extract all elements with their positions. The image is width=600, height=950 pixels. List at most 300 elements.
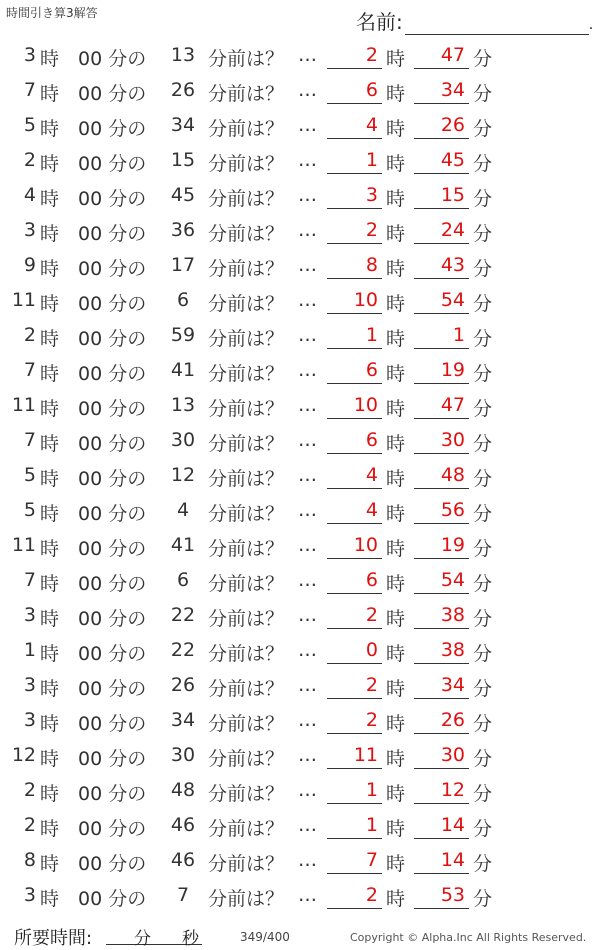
answer-hour-unit: 時	[386, 48, 406, 70]
answer-minute-box[interactable]	[414, 252, 469, 279]
zero-minute-label: 00 分の	[78, 83, 147, 105]
answer-hour: 6	[365, 429, 378, 451]
question-label: 分前は？	[208, 573, 285, 595]
zero-minute-label: 00 分の	[78, 713, 147, 735]
answer-hour-box[interactable]	[327, 812, 382, 839]
question-label: 分前は？	[208, 328, 285, 350]
hour-label: 時	[40, 608, 60, 630]
start-hour: 3	[23, 709, 36, 731]
answer-minute-box[interactable]	[414, 637, 469, 664]
answer-minute: 48	[440, 464, 465, 486]
answer-minute-box[interactable]	[414, 77, 469, 104]
answer-minute-unit: 分	[473, 83, 493, 105]
problem-row	[0, 808, 600, 843]
problem-row	[0, 318, 600, 353]
answer-hour: 10	[353, 289, 378, 311]
hour-label: 時	[40, 748, 60, 770]
answer-minute-box[interactable]	[414, 392, 469, 419]
start-hour: 3	[23, 219, 36, 241]
hour-label: 時	[40, 573, 60, 595]
answer-hour-box[interactable]	[327, 322, 382, 349]
hour-label: 時	[40, 818, 60, 840]
answer-minute-box[interactable]	[414, 847, 469, 874]
minutes-before: 13	[170, 394, 196, 416]
zero-minute-label: 00 分の	[78, 678, 147, 700]
problem-row	[0, 353, 600, 388]
minutes-before: 22	[170, 639, 196, 661]
zero-minute-label: 00 分の	[78, 643, 147, 665]
question-label: 分前は？	[208, 783, 285, 805]
name-label: 名前:	[356, 10, 403, 34]
answer-hour-box[interactable]	[327, 392, 382, 419]
answer-minute-unit: 分	[473, 678, 493, 700]
answer-hour-box[interactable]	[327, 287, 382, 314]
question-label: 分前は？	[208, 83, 285, 105]
answer-minute-unit: 分	[473, 363, 493, 385]
start-hour: 3	[23, 884, 36, 906]
minutes-before: 6	[176, 569, 190, 591]
question-label: 分前は？	[208, 678, 285, 700]
minutes-before: 17	[170, 254, 196, 276]
minutes-before: 46	[170, 849, 196, 871]
ellipsis: …	[298, 394, 317, 416]
start-hour: 3	[23, 44, 36, 66]
answer-minute: 43	[440, 254, 465, 276]
answer-hour: 1	[365, 149, 378, 171]
start-hour: 2	[23, 779, 36, 801]
answer-minute-unit: 分	[473, 503, 493, 525]
answer-hour-box[interactable]	[327, 532, 382, 559]
zero-minute-label: 00 分の	[78, 748, 147, 770]
start-hour: 3	[23, 674, 36, 696]
question-label: 分前は？	[208, 748, 285, 770]
answer-hour-box[interactable]	[327, 602, 382, 629]
answer-hour: 1	[365, 779, 378, 801]
answer-hour-unit: 時	[386, 328, 406, 350]
answer-minute: 14	[440, 849, 465, 871]
answer-minute-unit: 分	[473, 328, 493, 350]
answer-hour: 10	[353, 394, 378, 416]
start-hour: 5	[23, 499, 36, 521]
start-hour: 2	[23, 324, 36, 346]
problem-row	[0, 178, 600, 213]
answer-minute: 30	[440, 744, 465, 766]
minutes-before: 46	[170, 814, 196, 836]
answer-hour: 4	[365, 464, 378, 486]
answer-minute-box[interactable]	[414, 707, 469, 734]
answer-hour-unit: 時	[386, 608, 406, 630]
start-hour: 7	[23, 359, 36, 381]
time-second-unit: 秒	[182, 929, 199, 949]
hour-label: 時	[40, 398, 60, 420]
question-label: 分前は？	[208, 223, 285, 245]
zero-minute-label: 00 分の	[78, 783, 147, 805]
answer-hour-box[interactable]	[327, 112, 382, 139]
worksheet-title: 時間引き算3解答	[6, 6, 98, 20]
answer-minute-box[interactable]	[414, 42, 469, 69]
answer-hour: 2	[365, 709, 378, 731]
answer-minute-box[interactable]	[414, 777, 469, 804]
answer-minute-unit: 分	[473, 748, 493, 770]
hour-label: 時	[40, 888, 60, 910]
start-hour: 7	[23, 79, 36, 101]
answer-minute-box[interactable]	[414, 567, 469, 594]
ellipsis: …	[298, 884, 317, 906]
answer-hour-box[interactable]	[327, 147, 382, 174]
hour-label: 時	[40, 83, 60, 105]
answer-hour-unit: 時	[386, 643, 406, 665]
minutes-before: 34	[170, 114, 196, 136]
answer-hour: 2	[365, 884, 378, 906]
answer-minute-box[interactable]	[414, 532, 469, 559]
question-label: 分前は？	[208, 258, 285, 280]
answer-hour: 2	[365, 604, 378, 626]
answer-hour-unit: 時	[386, 188, 406, 210]
start-hour: 2	[23, 814, 36, 836]
hour-label: 時	[40, 188, 60, 210]
start-hour: 2	[23, 149, 36, 171]
ellipsis: …	[298, 219, 317, 241]
minutes-before: 59	[170, 324, 196, 346]
answer-hour: 6	[365, 359, 378, 381]
minutes-before: 4	[176, 499, 190, 521]
answer-minute-unit: 分	[473, 643, 493, 665]
answer-minute-unit: 分	[473, 118, 493, 140]
answer-hour-box[interactable]	[327, 707, 382, 734]
problem-row	[0, 563, 600, 598]
ellipsis: …	[298, 359, 317, 381]
answer-minute-unit: 分	[473, 783, 493, 805]
hour-label: 時	[40, 433, 60, 455]
answer-minute: 47	[440, 44, 465, 66]
question-label: 分前は？	[208, 48, 285, 70]
hour-label: 時	[40, 328, 60, 350]
minutes-before: 41	[170, 534, 196, 556]
answer-hour-unit: 時	[386, 83, 406, 105]
minutes-before: 41	[170, 359, 196, 381]
question-label: 分前は？	[208, 608, 285, 630]
start-hour: 7	[23, 429, 36, 451]
hour-label: 時	[40, 258, 60, 280]
answer-minute: 15	[440, 184, 465, 206]
copyright-text: Copyright © Alpha.Inc All Rights Reserved.	[350, 931, 587, 944]
ellipsis: …	[298, 534, 317, 556]
answer-minute-box[interactable]	[414, 672, 469, 699]
answer-hour-unit: 時	[386, 398, 406, 420]
answer-hour-unit: 時	[386, 503, 406, 525]
answer-minute-unit: 分	[473, 538, 493, 560]
hour-label: 時	[40, 538, 60, 560]
answer-minute: 14	[440, 814, 465, 836]
problem-row	[0, 283, 600, 318]
minutes-before: 22	[170, 604, 196, 626]
time-minute-unit: 分	[134, 929, 151, 949]
answer-minute: 47	[440, 394, 465, 416]
answer-minute-unit: 分	[473, 433, 493, 455]
hour-label: 時	[40, 153, 60, 175]
answer-minute: 19	[440, 534, 465, 556]
ellipsis: …	[298, 429, 317, 451]
hour-label: 時	[40, 223, 60, 245]
answer-hour-box[interactable]	[327, 357, 382, 384]
answer-minute: 26	[440, 114, 465, 136]
question-label: 分前は？	[208, 538, 285, 560]
hour-label: 時	[40, 783, 60, 805]
answer-minute-box[interactable]	[414, 287, 469, 314]
answer-minute-unit: 分	[473, 853, 493, 875]
answer-hour-box[interactable]	[327, 882, 382, 909]
answer-minute-box[interactable]	[414, 147, 469, 174]
answer-minute: 24	[440, 219, 465, 241]
minutes-before: 30	[170, 744, 196, 766]
zero-minute-label: 00 分の	[78, 888, 147, 910]
minutes-before: 34	[170, 709, 196, 731]
zero-minute-label: 00 分の	[78, 433, 147, 455]
hour-label: 時	[40, 643, 60, 665]
answer-minute-box[interactable]	[414, 742, 469, 769]
hour-label: 時	[40, 468, 60, 490]
question-label: 分前は？	[208, 818, 285, 840]
answer-minute-box[interactable]	[414, 217, 469, 244]
minutes-before: 7	[176, 884, 190, 906]
answer-hour-unit: 時	[386, 223, 406, 245]
question-label: 分前は？	[208, 713, 285, 735]
answer-hour-unit: 時	[386, 853, 406, 875]
name-field	[356, 6, 593, 35]
zero-minute-label: 00 分の	[78, 328, 147, 350]
answer-hour-box[interactable]	[327, 462, 382, 489]
zero-minute-label: 00 分の	[78, 818, 147, 840]
zero-minute-label: 00 分の	[78, 573, 147, 595]
answer-minute: 54	[440, 289, 465, 311]
zero-minute-label: 00 分の	[78, 363, 147, 385]
answer-hour: 0	[365, 639, 378, 661]
minutes-before: 6	[176, 289, 190, 311]
minutes-before: 48	[170, 779, 196, 801]
ellipsis: …	[298, 184, 317, 206]
answer-minute-box[interactable]	[414, 497, 469, 524]
zero-minute-label: 00 分の	[78, 608, 147, 630]
ellipsis: …	[298, 779, 317, 801]
answer-minute-unit: 分	[473, 48, 493, 70]
question-label: 分前は？	[208, 363, 285, 385]
start-hour: 11	[11, 534, 36, 556]
question-label: 分前は？	[208, 433, 285, 455]
answer-hour-unit: 時	[386, 888, 406, 910]
answer-minute-box[interactable]	[414, 112, 469, 139]
problem-row	[0, 213, 600, 248]
answer-hour: 2	[365, 44, 378, 66]
answer-hour-unit: 時	[386, 748, 406, 770]
answer-minute: 12	[440, 779, 465, 801]
minutes-before: 26	[170, 674, 196, 696]
answer-hour-unit: 時	[386, 713, 406, 735]
answer-hour-box[interactable]	[327, 252, 382, 279]
question-label: 分前は？	[208, 643, 285, 665]
problem-list	[0, 38, 600, 913]
answer-hour-unit: 時	[386, 118, 406, 140]
problem-row	[0, 633, 600, 668]
answer-minute: 1	[452, 324, 465, 346]
hour-label: 時	[40, 48, 60, 70]
hour-label: 時	[40, 678, 60, 700]
problem-row	[0, 143, 600, 178]
start-hour: 4	[23, 184, 36, 206]
start-hour: 11	[11, 289, 36, 311]
zero-minute-label: 00 分の	[78, 188, 147, 210]
question-label: 分前は？	[208, 188, 285, 210]
hour-label: 時	[40, 118, 60, 140]
answer-hour: 1	[365, 814, 378, 836]
answer-hour-box[interactable]	[327, 672, 382, 699]
answer-hour: 7	[365, 849, 378, 871]
answer-minute-unit: 分	[473, 888, 493, 910]
zero-minute-label: 00 分の	[78, 293, 147, 315]
answer-minute-box[interactable]	[414, 882, 469, 909]
answer-minute-unit: 分	[473, 188, 493, 210]
start-hour: 5	[23, 464, 36, 486]
answer-hour: 10	[353, 534, 378, 556]
answer-minute-box[interactable]	[414, 427, 469, 454]
answer-hour-box[interactable]	[327, 742, 382, 769]
minutes-before: 30	[170, 429, 196, 451]
answer-minute: 38	[440, 604, 465, 626]
answer-minute: 38	[440, 639, 465, 661]
ellipsis: …	[298, 149, 317, 171]
zero-minute-label: 00 分の	[78, 468, 147, 490]
answer-hour-unit: 時	[386, 433, 406, 455]
answer-hour-box[interactable]	[327, 217, 382, 244]
ellipsis: …	[298, 744, 317, 766]
answer-minute-box[interactable]	[414, 602, 469, 629]
answer-minute-box[interactable]	[414, 812, 469, 839]
minutes-before: 45	[170, 184, 196, 206]
ellipsis: …	[298, 604, 317, 626]
answer-hour-box[interactable]	[327, 182, 382, 209]
zero-minute-label: 00 分の	[78, 398, 147, 420]
question-label: 分前は？	[208, 118, 285, 140]
footer	[0, 920, 600, 949]
ellipsis: …	[298, 674, 317, 696]
ellipsis: …	[298, 254, 317, 276]
zero-minute-label: 00 分の	[78, 118, 147, 140]
zero-minute-label: 00 分の	[78, 48, 147, 70]
answer-hour-box[interactable]	[327, 567, 382, 594]
problem-row	[0, 528, 600, 563]
start-hour: 7	[23, 569, 36, 591]
ellipsis: …	[298, 709, 317, 731]
answer-minute-unit: 分	[473, 818, 493, 840]
answer-hour-box[interactable]	[327, 497, 382, 524]
answer-minute-unit: 分	[473, 398, 493, 420]
hour-label: 時	[40, 293, 60, 315]
answer-hour: 4	[365, 114, 378, 136]
answer-hour: 6	[365, 79, 378, 101]
answer-minute-box[interactable]	[414, 462, 469, 489]
answer-minute-unit: 分	[473, 258, 493, 280]
problem-row	[0, 598, 600, 633]
answer-minute-box[interactable]	[414, 357, 469, 384]
ellipsis: …	[298, 324, 317, 346]
problem-row	[0, 248, 600, 283]
answer-hour: 2	[365, 674, 378, 696]
answer-hour-unit: 時	[386, 153, 406, 175]
answer-minute: 34	[440, 674, 465, 696]
question-label: 分前は？	[208, 503, 285, 525]
answer-hour-box[interactable]	[327, 637, 382, 664]
question-label: 分前は？	[208, 468, 285, 490]
zero-minute-label: 00 分の	[78, 503, 147, 525]
problem-row	[0, 668, 600, 703]
answer-minute-unit: 分	[473, 468, 493, 490]
start-hour: 11	[11, 394, 36, 416]
answer-hour-unit: 時	[386, 538, 406, 560]
answer-hour: 4	[365, 499, 378, 521]
problem-row	[0, 493, 600, 528]
answer-minute: 56	[440, 499, 465, 521]
page-number: 349/400	[240, 930, 290, 944]
answer-hour-unit: 時	[386, 468, 406, 490]
answer-hour-box[interactable]	[327, 777, 382, 804]
answer-hour-unit: 時	[386, 258, 406, 280]
answer-hour-box[interactable]	[327, 847, 382, 874]
ellipsis: …	[298, 114, 317, 136]
answer-hour-box[interactable]	[327, 42, 382, 69]
answer-hour-box[interactable]	[327, 427, 382, 454]
problem-row	[0, 73, 600, 108]
answer-hour-unit: 時	[386, 363, 406, 385]
start-hour: 8	[23, 849, 36, 871]
ellipsis: …	[298, 499, 317, 521]
ellipsis: …	[298, 79, 317, 101]
question-label: 分前は？	[208, 853, 285, 875]
answer-hour: 1	[365, 324, 378, 346]
problem-row	[0, 703, 600, 738]
problem-row	[0, 388, 600, 423]
answer-minute-unit: 分	[473, 293, 493, 315]
answer-hour: 8	[365, 254, 378, 276]
problem-row	[0, 108, 600, 143]
problem-row	[0, 38, 600, 73]
answer-minute: 26	[440, 709, 465, 731]
ellipsis: …	[298, 289, 317, 311]
ellipsis: …	[298, 464, 317, 486]
question-label: 分前は？	[208, 888, 285, 910]
answer-hour: 3	[365, 184, 378, 206]
hour-label: 時	[40, 363, 60, 385]
name-end-dot: .	[588, 17, 594, 33]
problem-row	[0, 738, 600, 773]
answer-minute-box[interactable]	[414, 182, 469, 209]
ellipsis: …	[298, 849, 317, 871]
answer-minute-box[interactable]	[414, 322, 469, 349]
answer-hour-unit: 時	[386, 573, 406, 595]
answer-minute: 53	[440, 884, 465, 906]
answer-minute-unit: 分	[473, 713, 493, 735]
answer-minute: 34	[440, 79, 465, 101]
answer-hour-box[interactable]	[327, 77, 382, 104]
answer-hour: 6	[365, 569, 378, 591]
start-hour: 9	[23, 254, 36, 276]
answer-minute-unit: 分	[473, 153, 493, 175]
problem-row	[0, 843, 600, 878]
answer-minute: 45	[440, 149, 465, 171]
answer-minute: 54	[440, 569, 465, 591]
zero-minute-label: 00 分の	[78, 223, 147, 245]
start-hour: 3	[23, 604, 36, 626]
minutes-before: 15	[170, 149, 196, 171]
hour-label: 時	[40, 853, 60, 875]
